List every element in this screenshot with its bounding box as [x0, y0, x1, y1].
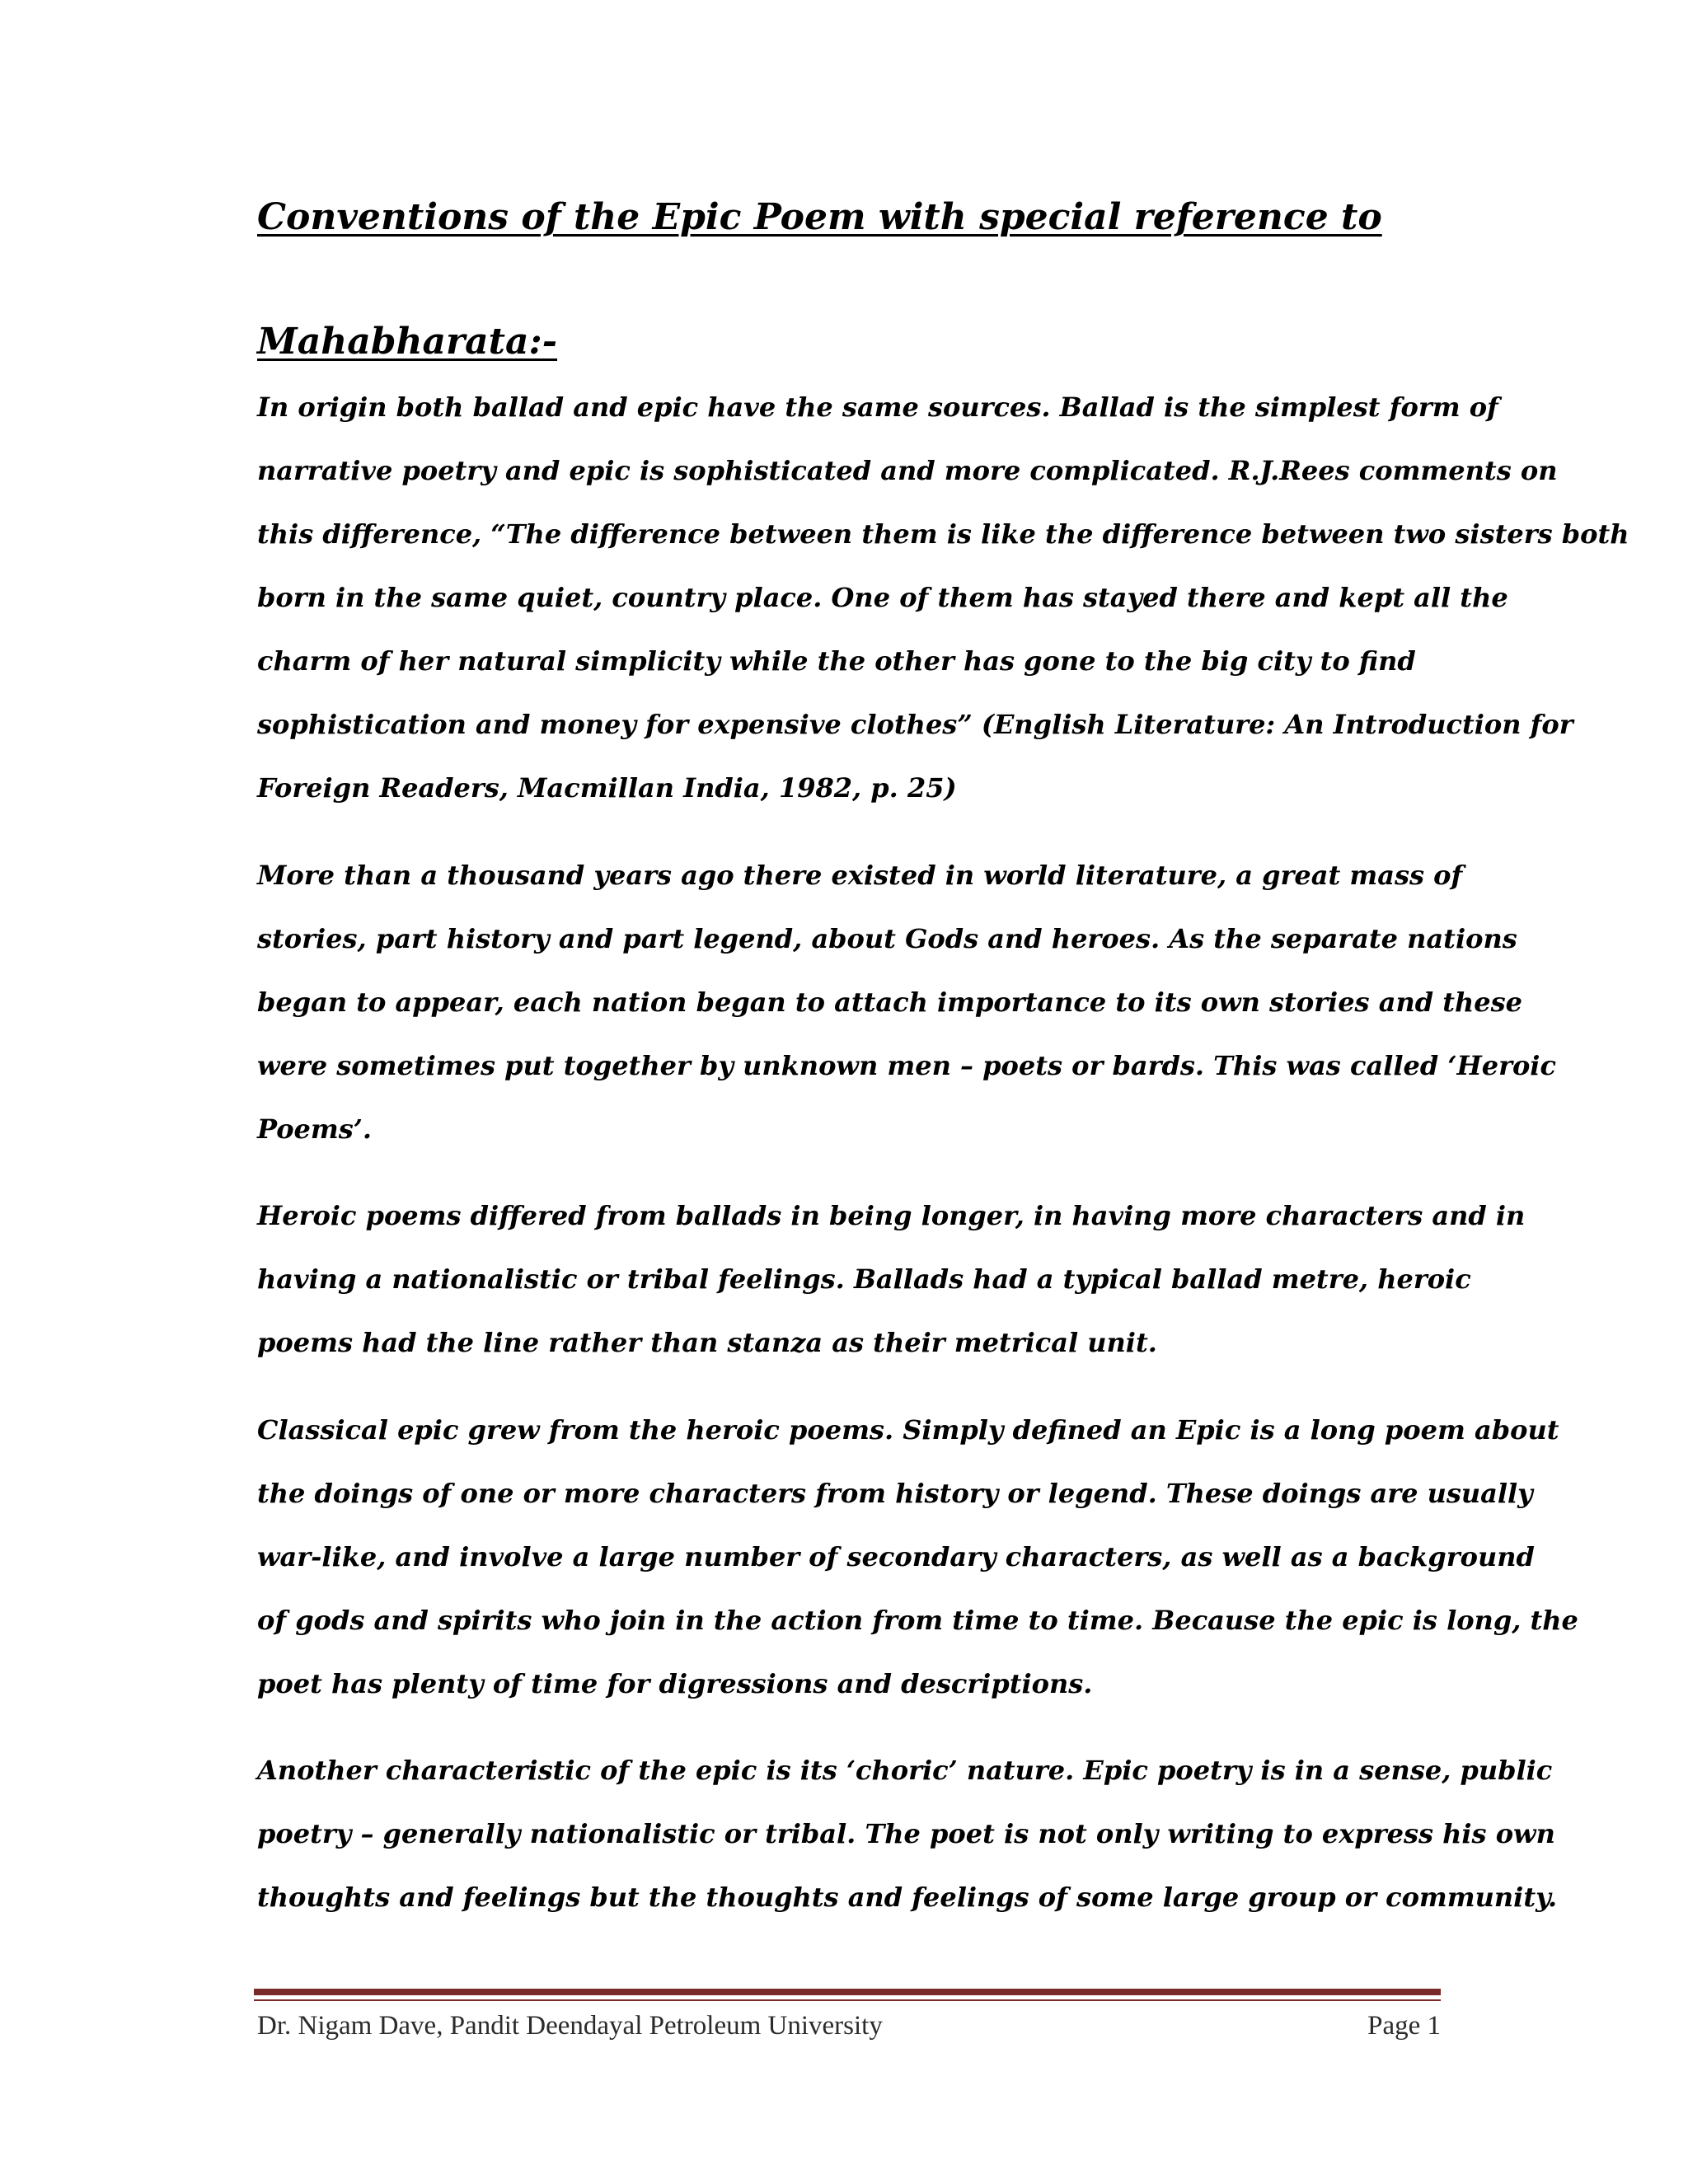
- footer-author-affiliation: Dr. Nigam Dave, Pandit Deendayal Petroleum University: [257, 2011, 883, 2041]
- paragraph-line: thoughts and feelings but the thoughts and feelings of some large group or community.: [257, 1882, 1558, 1913]
- paragraph-line: Classical epic grew from the heroic poems. Simply defined an Epic is a long poem about: [257, 1414, 1559, 1446]
- paragraph-line: this difference, “The difference between them is like the difference between two sisters both: [257, 518, 1629, 550]
- paragraph-line: Heroic poems differed from ballads in being longer, in having more characters and in: [257, 1200, 1526, 1231]
- footer-page-number: Page 1: [1367, 2011, 1441, 2041]
- paragraph-line: of gods and spirits who join in the action from time to time. Because the epic is long, the: [257, 1605, 1578, 1636]
- paragraph-choric-nature: [257, 1739, 1558, 1929]
- paragraph-line: charm of her natural simplicity while the other has gone to the big city to find: [257, 645, 1416, 677]
- paragraph-line: poet has plenty of time for digressions and descriptions.: [257, 1668, 1093, 1699]
- paragraph-line: having a nationalistic or tribal feelings. Ballads had a typical ballad metre, heroic: [257, 1263, 1471, 1295]
- paragraph-classical-epic: [257, 1399, 1578, 1716]
- paragraph-line: began to appear, each nation began to attach importance to its own stories and these: [257, 987, 1522, 1018]
- paragraph-line: stories, part history and part legend, about Gods and heroes. As the separate nations: [257, 923, 1517, 954]
- paragraph-line: war-like, and involve a large number of secondary characters, as well as a background: [257, 1541, 1535, 1572]
- paragraph-line: born in the same quiet, country place. One of them has stayed there and kept all the: [257, 582, 1508, 613]
- paragraph-line: narrative poetry and epic is sophisticated and more complicated. R.J.Rees comments on: [257, 455, 1558, 486]
- paragraph-line: poetry – generally nationalistic or tribal. The poet is not only writing to express his own: [257, 1818, 1555, 1849]
- paragraph-line: were sometimes put together by unknown men – poets or bards. This was called ‘Heroic: [257, 1050, 1556, 1081]
- paragraph-ballad-vs-epic: [257, 376, 1629, 820]
- paragraph-heroic-vs-ballads: [257, 1184, 1526, 1375]
- document-title-line-2: Mahabharata:-: [257, 321, 558, 363]
- paragraph-line: Poems’.: [257, 1113, 373, 1145]
- paragraph-line: poems had the line rather than stanza as their metrical unit.: [257, 1327, 1157, 1358]
- paragraph-line: In origin both ballad and epic have the same sources. Ballad is the simplest form of: [257, 391, 1498, 423]
- footer-divider-thick: [254, 1989, 1441, 1995]
- paragraph-line: Foreign Readers, Macmillan India, 1982, p. 25): [257, 772, 957, 804]
- paragraph-heroic-poems-origin: [257, 844, 1556, 1161]
- document-title-line-1: Conventions of the Epic Poem with special reference to: [257, 196, 1382, 238]
- footer-divider-thin: [254, 1999, 1441, 2001]
- paragraph-line: More than a thousand years ago there existed in world literature, a great mass of: [257, 860, 1463, 891]
- paragraph-line: Another characteristic of the epic is its ‘choric’ nature. Epic poetry is in a sense, public: [257, 1755, 1553, 1786]
- paragraph-line: sophistication and money for expensive clothes” (English Literature: An Introduction for: [257, 709, 1573, 740]
- paragraph-line: the doings of one or more characters from history or legend. These doings are usually: [257, 1478, 1533, 1509]
